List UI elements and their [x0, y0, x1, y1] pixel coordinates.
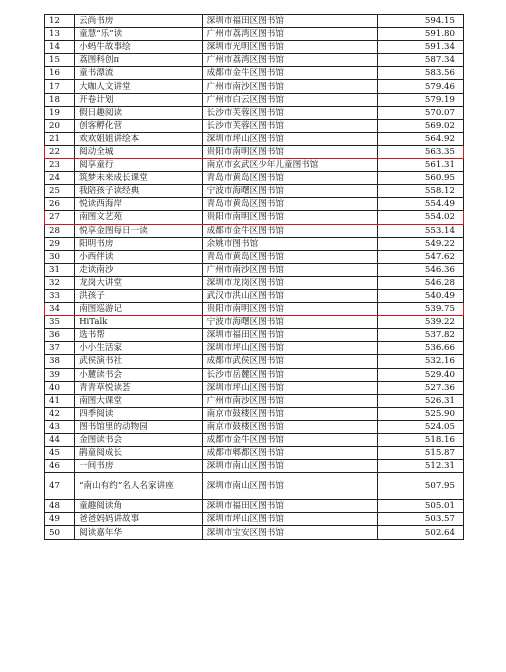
- library-cell: 深圳市龙岗区图书馆: [202, 276, 377, 289]
- table-row: [45, 198, 464, 211]
- rank-cell: 44: [45, 434, 75, 447]
- rank-cell: 12: [45, 15, 75, 28]
- score-cell: 507.95: [377, 473, 463, 500]
- table-row: [45, 434, 464, 447]
- table-row: [45, 289, 464, 302]
- rank-cell: 23: [45, 159, 75, 172]
- score-cell: 512.31: [377, 460, 463, 473]
- activity-name-cell: 云尚书房: [75, 15, 203, 28]
- score-cell: 529.40: [377, 368, 463, 381]
- rank-cell: 18: [45, 93, 75, 106]
- library-cell: 南京市玄武区少年儿童图书馆: [202, 159, 377, 172]
- score-cell: 583.56: [377, 67, 463, 80]
- table-row: [45, 381, 464, 394]
- library-cell: 青岛市黄岛区图书馆: [202, 172, 377, 185]
- table-row: [45, 526, 464, 539]
- activity-name-cell: 童书漂流: [75, 67, 203, 80]
- library-cell: 宁波市海曙区图书馆: [202, 185, 377, 198]
- library-cell: 深圳市福田区图书馆: [202, 329, 377, 342]
- library-cell: 长沙市岳麓区图书馆: [202, 368, 377, 381]
- table-row: [45, 460, 464, 473]
- rank-cell: 20: [45, 119, 75, 132]
- rank-cell: 25: [45, 185, 75, 198]
- library-cell: 广州市白云区图书馆: [202, 93, 377, 106]
- activity-name-cell: 南图大课堂: [75, 394, 203, 407]
- table-row: [45, 172, 464, 185]
- table-row: [45, 106, 464, 119]
- activity-name-cell: 小小生活家: [75, 342, 203, 355]
- table-row: [45, 119, 464, 132]
- activity-name-cell: 荔图科创π: [75, 54, 203, 67]
- rank-cell: 41: [45, 394, 75, 407]
- library-cell: 成都市金牛区图书馆: [202, 67, 377, 80]
- library-cell: 广州市荔湾区图书馆: [202, 54, 377, 67]
- table-row: [45, 224, 464, 237]
- rank-cell: 46: [45, 460, 75, 473]
- table-row: [45, 447, 464, 460]
- activity-name-cell: 一间书房: [75, 460, 203, 473]
- library-cell: 深圳市坪山区图书馆: [202, 342, 377, 355]
- score-cell: 525.90: [377, 407, 463, 420]
- score-cell: 518.16: [377, 434, 463, 447]
- activity-name-cell: 大咖人文讲堂: [75, 80, 203, 93]
- rank-cell: 42: [45, 407, 75, 420]
- rank-cell: 15: [45, 54, 75, 67]
- activity-name-cell: 阅读嘉年华: [75, 526, 203, 539]
- score-cell: 558.12: [377, 185, 463, 198]
- library-cell: 深圳市坪山区图书馆: [202, 132, 377, 145]
- table-row: [45, 420, 464, 433]
- score-cell: 587.34: [377, 54, 463, 67]
- table-row: [45, 303, 464, 316]
- rank-cell: 47: [45, 473, 75, 500]
- score-cell: 540.49: [377, 289, 463, 302]
- library-cell: 宁波市海曙区图书馆: [202, 316, 377, 329]
- library-cell: 深圳市福田区图书馆: [202, 15, 377, 28]
- score-cell: 564.92: [377, 132, 463, 145]
- rank-cell: 22: [45, 145, 75, 158]
- activity-name-cell: 洪孩子: [75, 289, 203, 302]
- activity-name-cell: 选书帮: [75, 329, 203, 342]
- table-row: [45, 185, 464, 198]
- table-row: [45, 500, 464, 513]
- library-cell: 广州市南沙区图书馆: [202, 394, 377, 407]
- rank-cell: 34: [45, 303, 75, 316]
- table-row: [45, 67, 464, 80]
- activity-name-cell: 悦读西海岸: [75, 198, 203, 211]
- rank-cell: 19: [45, 106, 75, 119]
- rank-cell: 36: [45, 329, 75, 342]
- rank-cell: 27: [45, 211, 75, 224]
- score-cell: 547.62: [377, 250, 463, 263]
- activity-name-cell: 南图巡游记: [75, 303, 203, 316]
- activity-name-cell: 四季阅读: [75, 407, 203, 420]
- rank-cell: 48: [45, 500, 75, 513]
- table-row: [45, 407, 464, 420]
- score-cell: 539.22: [377, 316, 463, 329]
- library-cell: 深圳市坪山区图书馆: [202, 513, 377, 526]
- table-row: [45, 276, 464, 289]
- rank-cell: 49: [45, 513, 75, 526]
- library-cell: 深圳市福田区图书馆: [202, 500, 377, 513]
- score-cell: 569.02: [377, 119, 463, 132]
- library-cell: 贵阳市南明区图书馆: [202, 303, 377, 316]
- score-cell: 505.01: [377, 500, 463, 513]
- rank-cell: 17: [45, 80, 75, 93]
- rank-cell: 35: [45, 316, 75, 329]
- library-cell: 青岛市黄岛区图书馆: [202, 250, 377, 263]
- activity-name-cell: 阅动全城: [75, 145, 203, 158]
- table-row: [45, 28, 464, 41]
- library-cell: 成都市武侯区图书馆: [202, 355, 377, 368]
- score-cell: 594.15: [377, 15, 463, 28]
- score-cell: 549.22: [377, 237, 463, 250]
- activity-name-cell: 创客孵化营: [75, 119, 203, 132]
- rank-cell: 29: [45, 237, 75, 250]
- library-cell: 南京市鼓楼区图书馆: [202, 407, 377, 420]
- activity-name-cell: 小麓读书会: [75, 368, 203, 381]
- activity-name-cell: 小西伴读: [75, 250, 203, 263]
- rank-cell: 14: [45, 41, 75, 54]
- library-cell: 南京市鼓楼区图书馆: [202, 420, 377, 433]
- table-row: [45, 211, 464, 224]
- library-cell: 深圳市坪山区图书馆: [202, 381, 377, 394]
- activity-name-cell: 图书馆里的动物园: [75, 420, 203, 433]
- score-cell: 560.95: [377, 172, 463, 185]
- library-cell: 成都市金牛区图书馆: [202, 224, 377, 237]
- score-cell: 515.87: [377, 447, 463, 460]
- score-cell: 536.66: [377, 342, 463, 355]
- rank-cell: 31: [45, 263, 75, 276]
- table-row: [45, 342, 464, 355]
- table-row: [45, 263, 464, 276]
- activity-name-cell: 爸爸妈妈讲故事: [75, 513, 203, 526]
- score-cell: 526.31: [377, 394, 463, 407]
- rank-cell: 50: [45, 526, 75, 539]
- ranking-table-body: [45, 15, 464, 540]
- table-row: [45, 513, 464, 526]
- table-row: [45, 237, 464, 250]
- activity-name-cell: 筑梦未来成长课堂: [75, 172, 203, 185]
- table-row: [45, 15, 464, 28]
- activity-name-cell: HiTalk: [75, 316, 203, 329]
- rank-cell: 43: [45, 420, 75, 433]
- library-cell: 深圳市光明区图书馆: [202, 41, 377, 54]
- score-cell: 539.75: [377, 303, 463, 316]
- library-cell: 青岛市黄岛区图书馆: [202, 198, 377, 211]
- score-cell: 554.02: [377, 211, 463, 224]
- table-row: [45, 368, 464, 381]
- rank-cell: 45: [45, 447, 75, 460]
- library-cell: 深圳市南山区图书馆: [202, 460, 377, 473]
- table-row: [45, 132, 464, 145]
- table-row: [45, 355, 464, 368]
- activity-name-cell: 假日趣阅读: [75, 106, 203, 119]
- activity-name-cell: 童慧“乐”读: [75, 28, 203, 41]
- activity-name-cell: “南山有约”名人名家讲座: [75, 473, 203, 500]
- library-cell: 成都市金牛区图书馆: [202, 434, 377, 447]
- table-row: [45, 473, 464, 500]
- rank-cell: 40: [45, 381, 75, 394]
- library-cell: 广州市荔湾区图书馆: [202, 28, 377, 41]
- activity-name-cell: 我陪孩子读经典: [75, 185, 203, 198]
- activity-name-cell: 阳明书房: [75, 237, 203, 250]
- activity-name-cell: 欢欢姐姐讲绘本: [75, 132, 203, 145]
- table-row: [45, 80, 464, 93]
- table-row: [45, 54, 464, 67]
- rank-cell: 16: [45, 67, 75, 80]
- activity-name-cell: 金图读书会: [75, 434, 203, 447]
- score-cell: 563.35: [377, 145, 463, 158]
- rank-cell: 37: [45, 342, 75, 355]
- library-cell: 武汉市洪山区图书馆: [202, 289, 377, 302]
- library-cell: 广州市南沙区图书馆: [202, 263, 377, 276]
- score-cell: 553.14: [377, 224, 463, 237]
- score-cell: 570.07: [377, 106, 463, 119]
- library-cell: 贵阳市南明区图书馆: [202, 211, 377, 224]
- score-cell: 554.49: [377, 198, 463, 211]
- activity-name-cell: 青青草悦读荟: [75, 381, 203, 394]
- library-cell: 深圳市宝安区图书馆: [202, 526, 377, 539]
- rank-cell: 28: [45, 224, 75, 237]
- score-cell: 579.19: [377, 93, 463, 106]
- table-row: [45, 41, 464, 54]
- score-cell: 579.46: [377, 80, 463, 93]
- score-cell: 546.36: [377, 263, 463, 276]
- score-cell: 591.34: [377, 41, 463, 54]
- library-cell: 成都市郫都区图书馆: [202, 447, 377, 460]
- activity-name-cell: 小蚂牛故事绘: [75, 41, 203, 54]
- table-row: [45, 316, 464, 329]
- library-cell: 余姚市图书馆: [202, 237, 377, 250]
- table-row: [45, 394, 464, 407]
- library-cell: 深圳市南山区图书馆: [202, 473, 377, 500]
- table-row: [45, 329, 464, 342]
- activity-name-cell: 武侯演书社: [75, 355, 203, 368]
- rank-cell: 26: [45, 198, 75, 211]
- score-cell: 527.36: [377, 381, 463, 394]
- library-cell: 贵阳市南明区图书馆: [202, 145, 377, 158]
- score-cell: 546.28: [377, 276, 463, 289]
- table-row: [45, 159, 464, 172]
- activity-name-cell: 悦享金图每日一读: [75, 224, 203, 237]
- activity-name-cell: 龙岗大讲堂: [75, 276, 203, 289]
- rank-cell: 24: [45, 172, 75, 185]
- score-cell: 537.82: [377, 329, 463, 342]
- rank-cell: 38: [45, 355, 75, 368]
- rank-cell: 13: [45, 28, 75, 41]
- activity-name-cell: 开卷计划: [75, 93, 203, 106]
- score-cell: 502.64: [377, 526, 463, 539]
- ranking-table: [44, 14, 464, 540]
- score-cell: 591.80: [377, 28, 463, 41]
- score-cell: 561.31: [377, 159, 463, 172]
- rank-cell: 32: [45, 276, 75, 289]
- activity-name-cell: 阅享童行: [75, 159, 203, 172]
- table-row: [45, 93, 464, 106]
- rank-cell: 33: [45, 289, 75, 302]
- activity-name-cell: 童趣阅读角: [75, 500, 203, 513]
- rank-cell: 39: [45, 368, 75, 381]
- activity-name-cell: 走读南沙: [75, 263, 203, 276]
- activity-name-cell: 鹃童阅成长: [75, 447, 203, 460]
- table-row: [45, 145, 464, 158]
- score-cell: 503.57: [377, 513, 463, 526]
- score-cell: 532.16: [377, 355, 463, 368]
- score-cell: 524.05: [377, 420, 463, 433]
- rank-cell: 30: [45, 250, 75, 263]
- activity-name-cell: 南图文艺苑: [75, 211, 203, 224]
- rank-cell: 21: [45, 132, 75, 145]
- library-cell: 长沙市芙蓉区图书馆: [202, 119, 377, 132]
- library-cell: 长沙市芙蓉区图书馆: [202, 106, 377, 119]
- table-row: [45, 250, 464, 263]
- library-cell: 广州市南沙区图书馆: [202, 80, 377, 93]
